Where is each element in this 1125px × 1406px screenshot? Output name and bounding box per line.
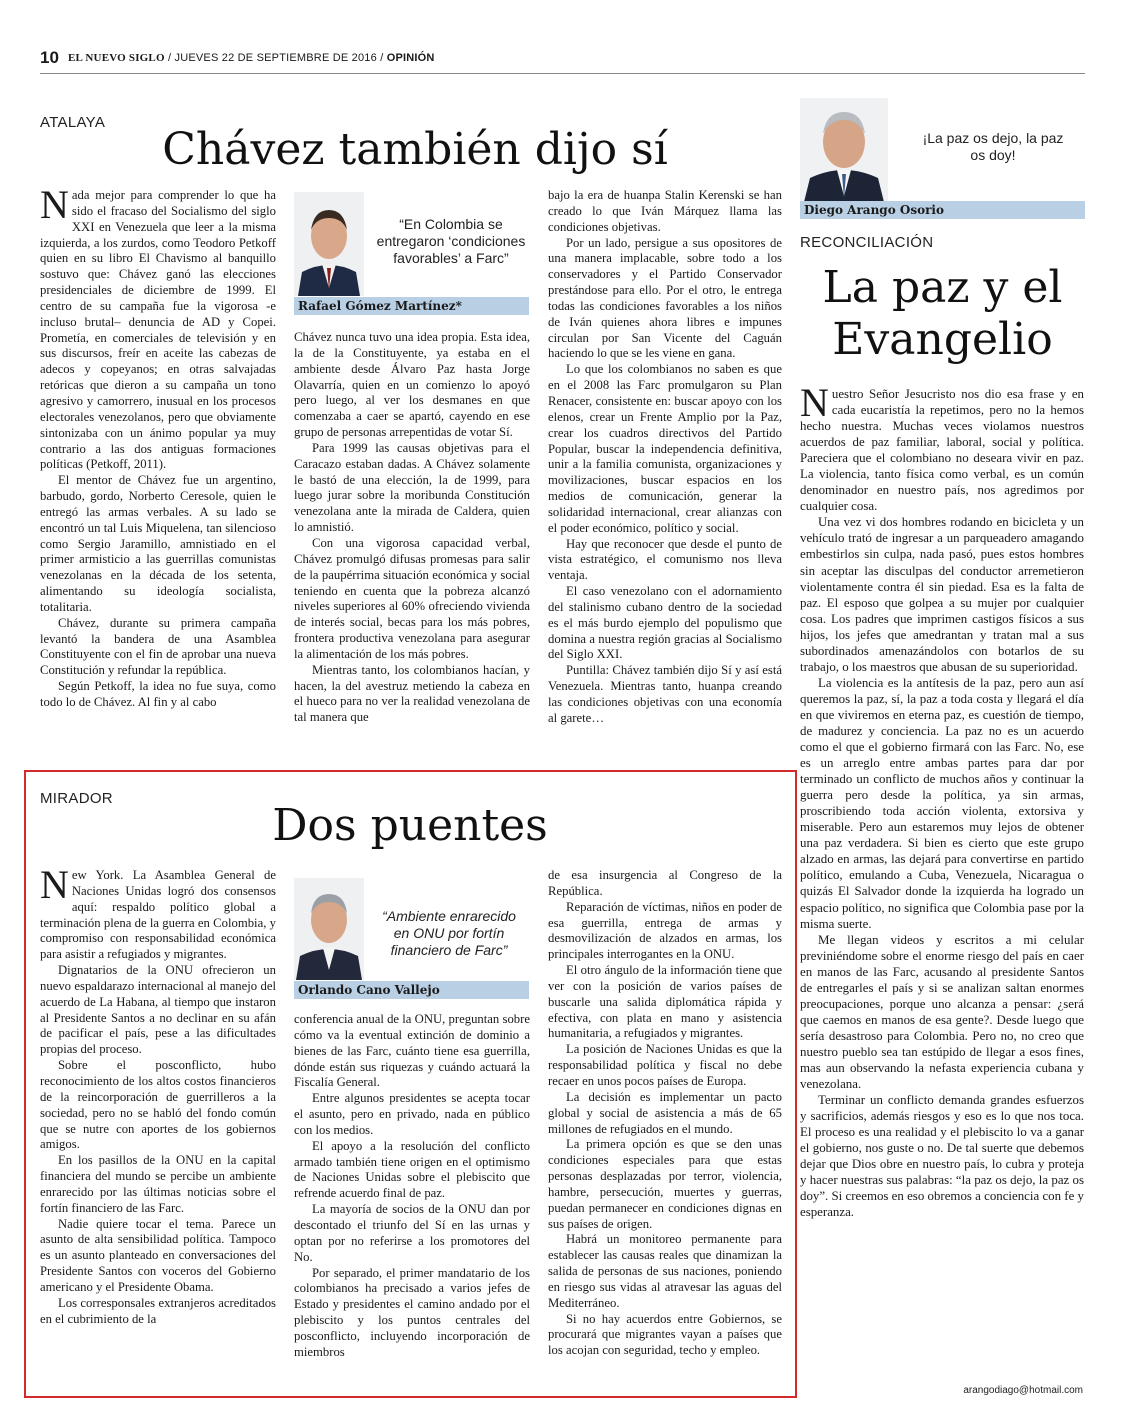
mirador-c2-p1: conferencia anual de la ONU, preguntan sobre cómo va la eventual extinción de dominio a bienes de las Farc, cuánto tiene esa guerrilla, dónde están sus riquezas y cuándo actuará la Fiscalía General. — [294, 1012, 530, 1090]
mirador-title: Dos puentes — [272, 800, 548, 851]
atalaya-column-2 — [294, 330, 530, 766]
mirador-quote: “Ambiente enrarecido en ONU por fortín financiero de Farc” — [382, 908, 516, 958]
mirador-c3-p1: de esa insurgencia al Congreso de la República. — [548, 868, 782, 898]
dropcap: N — [40, 868, 69, 907]
mirador-c3-p7: Habrá un monitoreo permanente para establecer las causas reales que dinamizan la salida de personas de sus naciones, poniendo en riesgo sus vidas al atravesar las aguas del Mediterráneo. — [548, 1232, 782, 1310]
mirador-c3-p4: La posición de Naciones Unidas es que la responsabilidad política y fiscal no debe recaer en unos pocos países de Europa. — [548, 1042, 782, 1088]
atalaya-kicker: ATALAYA — [40, 114, 106, 131]
mirador-c2-p3: El apoyo a la resolución del conflicto armado también tiene origen en el optimismo de Naciones Unidas sobre el plebiscito que refrende acuerdo final de paz. — [294, 1138, 530, 1201]
dropcap: N — [40, 188, 69, 227]
reconciliacion-p5: Terminar un conflicto demanda grandes esfuerzos y sacrificios, además riesgos y eso es lo que nos toca. El proceso es una realidad y el plebiscito lo va a ganar el gobierno, nos guste o no. De tal suerte que debemos dejar que Dios obre en nuestro país, lo cubra y proteja y hacer nuestras sus palabras: “la paz os dejo, la paz os doy”. Si creemos en eso obremos a conciencia con fe y esperanza. — [800, 1093, 1084, 1220]
author-name-orlando: Orlando Cano Vallejo — [294, 981, 529, 999]
header-date: / JUEVES 22 DE SEPTIEMBRE DE 2016 / — [164, 52, 387, 64]
reconciliacion-p2: Una vez vi dos hombres rodando en bicicleta y un vehículo trató de ingresar a un parqueadero amagando embestirlos sin culpa, nada pasó, pues estos hombres sin aceptar las disculpas del conductor arremetieron violentamente contra él sin piedad. Esa es la falta de paz. El esposo que golpea a su mujer por cualquier cosa. Los padres que imprimen castigos físicos a sus hijos, los jefes que amedrantan y tratan mal a sus subordinados amenazándolos con botarlos de su trabajo, o los maestros que abusan de su superioridad. — [800, 515, 1084, 674]
mirador-c3-p5: La decisión es implementar un pacto global y social de asistencia a más de 65 millones de refugiados en el mundo. — [548, 1089, 782, 1136]
atalaya-quote: “En Colombia se entregaron ‘condiciones favorables’ a Farc” — [376, 216, 526, 266]
atalaya-c1-p4: Según Petkoff, la idea no fue suya, como todo lo de Chávez. Al fin y al cabo — [40, 679, 276, 709]
atalaya-c3-p6: Puntilla: Chávez también dijo Sí y así está Venezuela. Mientras tanto, huanpa creando las condiciones objetivas con una economía al garete… — [548, 663, 782, 725]
reconciliacion-title — [800, 262, 1085, 366]
atalaya-column-3 — [548, 188, 782, 766]
author-photo — [294, 192, 364, 296]
section-name: OPINIÓN — [386, 52, 435, 64]
atalaya-c2-p1: Chávez nunca tuvo una idea propia. Esta idea, la de la Constituyente, ya estaba en el ambiente desde Álvaro Paz hasta Jorge Olavarría, quien en un comienzo lo apoyó pero luego, al ver los desmanes en que comenzaba a caer se apartó, cayendo en ese grupo de personas arrepentidas de votar Sí. — [294, 330, 530, 440]
atalaya-c3-p1: bajo la era de huanpa Stalin Kerenski se han creado lo que Iván Márquez llama las condiciones objetivas. — [548, 188, 782, 234]
reconciliacion-column — [800, 386, 1084, 1382]
dropcap: N — [800, 386, 829, 425]
author-email: arangodiago@hotmail.com — [963, 1385, 1083, 1396]
atalaya-c1-p2: El mentor de Chávez fue un argentino, barbudo, gordo, Norberto Ceresole, quien le entregó las armas verbales. A su lado se encontró un tal Luis Miquelena, tan silencioso como Sergio Jaramillo, amnistiado en el primer armisticio a las guerrillas comunistas venezolanas en la década de los setenta, alimentando su ideología socialista, totalitaria. — [40, 473, 276, 614]
atalaya-title: Chávez también dijo sí — [162, 124, 668, 175]
reconciliacion-p3: La violencia es la antítesis de la paz, pero aun así queremos la paz, sí, la paz a toda costa y llegará el día en que viviremos en eterna paz, es cuestión de tiempo, de madurez y conciencia. La paz no es un acuerdo como el que el gobierno firmará con las Farc. No, ese es un arreglo entre ambas partes para dar por terminado un conflicto de muchos años y continuar la guerra pero desde la política, ya sin armas, proscribiendo toda acción violenta, extorsiva y miserable. Pero aun estaremos muy lejos de obtener una paz verdadera. Si bien es cierto que este grupo alzado en armas, las dejará para convertirse en partido político, emulando a Cuba, Venezuela, Nicaragua o quizás El Salvador donde la izquierda ha logrado un espacio político, no significa que Colombia pase por la misma suerte. — [800, 675, 1084, 931]
author-photo — [294, 878, 364, 980]
atalaya-c3-p3: Lo que los colombianos no saben es que en el 2008 las Farc promulgaron su Plan Renacer, consistente en: buscar apoyo con los elenos, crear un Frente Amplio por la Paz, crear los cuadros directivos del Partido Popular, buscar la independencia definitiva, unir a la familia comunista, organizaciones y movilizaciones, buscar espacios en los medios de comunicación, generar la solidaridad internacional, crear alianzas con el poder económico, político y social. — [548, 362, 782, 535]
reconciliacion-byline — [800, 98, 1085, 220]
page-number: 10 — [40, 48, 59, 67]
mirador-c3-p2: Reparación de víctimas, niños en poder de esa guerrilla, entrega de armas y desmovilización de alzados en armas, los principales interrogantes en la ONU. — [548, 899, 782, 962]
paper-name: EL NUEVO SIGLO — [68, 52, 165, 64]
mirador-c3-p3: El otro ángulo de la información tiene que ver con la posición de varios países de buscarle una salida diplomática rápida y efectiva, con plata en mano y asistencia humanitaria, a refugiados y migrantes. — [548, 963, 782, 1041]
reconciliacion-p4: Me llegan videos y escritos a mi celular previniéndome sobre el enorme riesgo del país en caer en manos de las Farc, acusando al presidente Santos de entregarles el país y si se analizan saltan enormes preocupaciones, porque uno alcanza a pensar: ¿será que caemos en manos de esa gente?. Desde luego que sería desastroso para Colombia. Pero no, no creo que nuestro pueblo sea tan estúpido de llegar a esos fines, mas aun observando la nefasta experiencia cubana y venezolana. — [800, 932, 1084, 1092]
mirador-c1-p4: En los pasillos de la ONU en la capital financiera del mundo se percibe un ambiente enrarecido por las últimas noticias sobre el fortín financiero de las Farc. — [40, 1153, 276, 1215]
mirador-c1-p3: Sobre el posconflicto, hubo reconocimiento de los altos costos financieros de la reincorporación de guerrilleros a la sociedad, pero no se habló del fondo común que se nutre con aportes de los gobiernos amigos. — [40, 1058, 276, 1152]
mirador-c2-p2: Entre algunos presidentes se acepta tocar el asunto, pero en privado, nada en público con los medios. — [294, 1091, 530, 1137]
reconciliacion-title-line-1: La paz y el — [822, 262, 1063, 313]
mirador-c1-p1: New York. La Asamblea General de Naciones Unidas logró dos consensos aquí: respaldo político global a terminación plena de la guerra en Colombia, y compromiso con responsabilidad económica para asistir a refugiados y migrantes. — [40, 868, 276, 962]
mirador-c2-p4: La mayoría de socios de la ONU dan por descontado el triunfo del Sí en las urnas y optan por no referirse a los promotores del No. — [294, 1202, 530, 1264]
atalaya-c3-p5: El caso venezolano con el adornamiento del stalinismo cubano dentro de la sociedad es el más burdo ejemplo del populismo que domina a nuestra región gracias al Socialismo del Siglo XXI. — [548, 584, 782, 662]
mirador-byline — [294, 878, 529, 1000]
page-header — [40, 50, 1085, 74]
atalaya-c1-p1: Nada mejor para comprender lo que ha sido el fracaso del Socialismo del siglo XXI en Venezuela que leer a la misma izquierda, a los zurdos, como Teodoro Petkoff quien en su libro El Chavismo al banquillo sostuvo que: Chávez ganó las elecciones presidenciales de diciembre de 1999. El centro de su campaña fue la vigorosa -e incluso brutal– denuncia de AD y Copei. Prometía, en comerciales de televisión y en sus discursos, freír en aceite las cabezas de adecos y copeyanos; en otras salvajadas retóricas que dieron a su campaña un tono agresivo y camorrero, inusual en los procesos electorales venezolanos, pero que obviamente sintonizaba con un ánimo popular ya muy contrario a las dos antiguas formaciones políticas (Petkoff, 2011). — [40, 188, 276, 472]
author-photo — [800, 98, 888, 202]
mirador-c3-p8: Si no hay acuerdos entre Gobiernos, se procurará que migrantes vayan a países que los acojan con seguridad, techo y empleo. — [548, 1311, 782, 1358]
reconciliacion-quote: ¡La paz os dejo, la paz os doy! — [922, 130, 1064, 163]
atalaya-c2-p3: Con una vigorosa capacidad verbal, Chávez promulgó difusas promesas para salir de la paupérrima situación económica y social teniendo en cuenta que la pobreza alcanzó niveles superiores al 60% ofreciendo vivienda de interés social, becas para los más pobres, frontera productiva venezolana para asegurar la alimentación de los más pobres. — [294, 535, 530, 661]
atalaya-c1-p3: Chávez, durante su primera campaña levantó la bandera de una Asamblea Constituyente con el fin de aprobar una nueva Constitución y refundar la república. — [40, 615, 276, 678]
mirador-c1-p6: Los corresponsales extranjeros acreditados en el cubrimiento de la — [40, 1295, 276, 1326]
atalaya-c2-p4: Mientras tanto, los colombianos hacían, y hacen, la del avestruz metiendo la cabeza en el hueco para no ver la realidad venezolana de tal manera que — [294, 662, 530, 725]
mirador-column-2 — [294, 1012, 530, 1394]
reconciliacion-kicker: RECONCILIACIÓN — [800, 234, 934, 251]
mirador-column-3 — [548, 868, 782, 1394]
atalaya-c2-p2: Para 1999 las causas objetivas para el Caracazo estaban dadas. A Chávez solamente le bastó de una elección, la de 1999, para luego jurar sobre la moribunda Constitución venezolana ante la mirada de Caldera, quien lo amnistió. — [294, 440, 530, 535]
mirador-c3-p6: La primera opción es que se den unas condiciones especiales para que estas personas desplazadas por terror, violencia, hambre, persecución, muertes y guerras, puedan permanecer en condiciones dignas en sus países de origen. — [548, 1137, 782, 1231]
header-info — [68, 52, 435, 64]
author-name-rafael: Rafael Gómez Martínez* — [294, 297, 529, 315]
reconciliacion-p1: Nuestro Señor Jesucristo nos dio esa frase y en cada eucaristía la repetimos, pero no la hemos hecho nuestra. Muchas veces violamos nuestros acuerdos de paz familiar, laboral, social y política. Pareciera que el colombiano no deseara vivir en paz. La violencia, tanto física como verbal, es un común denominador en nuestro país, nos agredimos por cualquier cosa. — [800, 386, 1084, 514]
atalaya-c3-p4: Hay que reconocer que desde el punto de vista estratégico, el comunismo nos lleva ventaja. — [548, 536, 782, 583]
mirador-kicker: MIRADOR — [40, 790, 113, 807]
atalaya-c3-p2: Por un lado, persigue a sus opositores de una manera implacable, sobre todo a los conservadores y el Partido Conservador prestándose para ello. Por el otro, le entrega todas las condiciones favorables a los niños de Iván quienes ahora libres e impunes circulan por San Vicente del Caguán haciendo lo que se les viene en gana. — [548, 235, 782, 361]
mirador-column-1 — [40, 868, 276, 1394]
mirador-c1-p2: Dignatarios de la ONU ofrecieron un nuevo espaldarazo internacional al manejo del acuerdo de La Habana, al tiempo que instaron al Presidente Santos a no declinar en su afán de pacificar el país, pese a las dificultades propias del proceso. — [40, 963, 276, 1057]
reconciliacion-title-line-2: Evangelio — [832, 314, 1053, 365]
author-name-diego: Diego Arango Osorio — [800, 201, 1085, 219]
atalaya-column-1 — [40, 188, 276, 766]
mirador-c2-p5: Por separado, el primer mandatario de los colombianos ha precisado a varios jefes de Estado y presidentes el camino andado por el plebiscito y los puntos centrales del posconflicto, incluyendo incorporación de miembros — [294, 1265, 530, 1359]
mirador-c1-p5: Nadie quiere tocar el tema. Parece un asunto de alta sensibilidad política. Tampoco es un asunto planteado en conversaciones del Presidente Santos con voceros del Gobierno americano y el Presidente Obama. — [40, 1216, 276, 1294]
atalaya-byline — [294, 192, 529, 316]
